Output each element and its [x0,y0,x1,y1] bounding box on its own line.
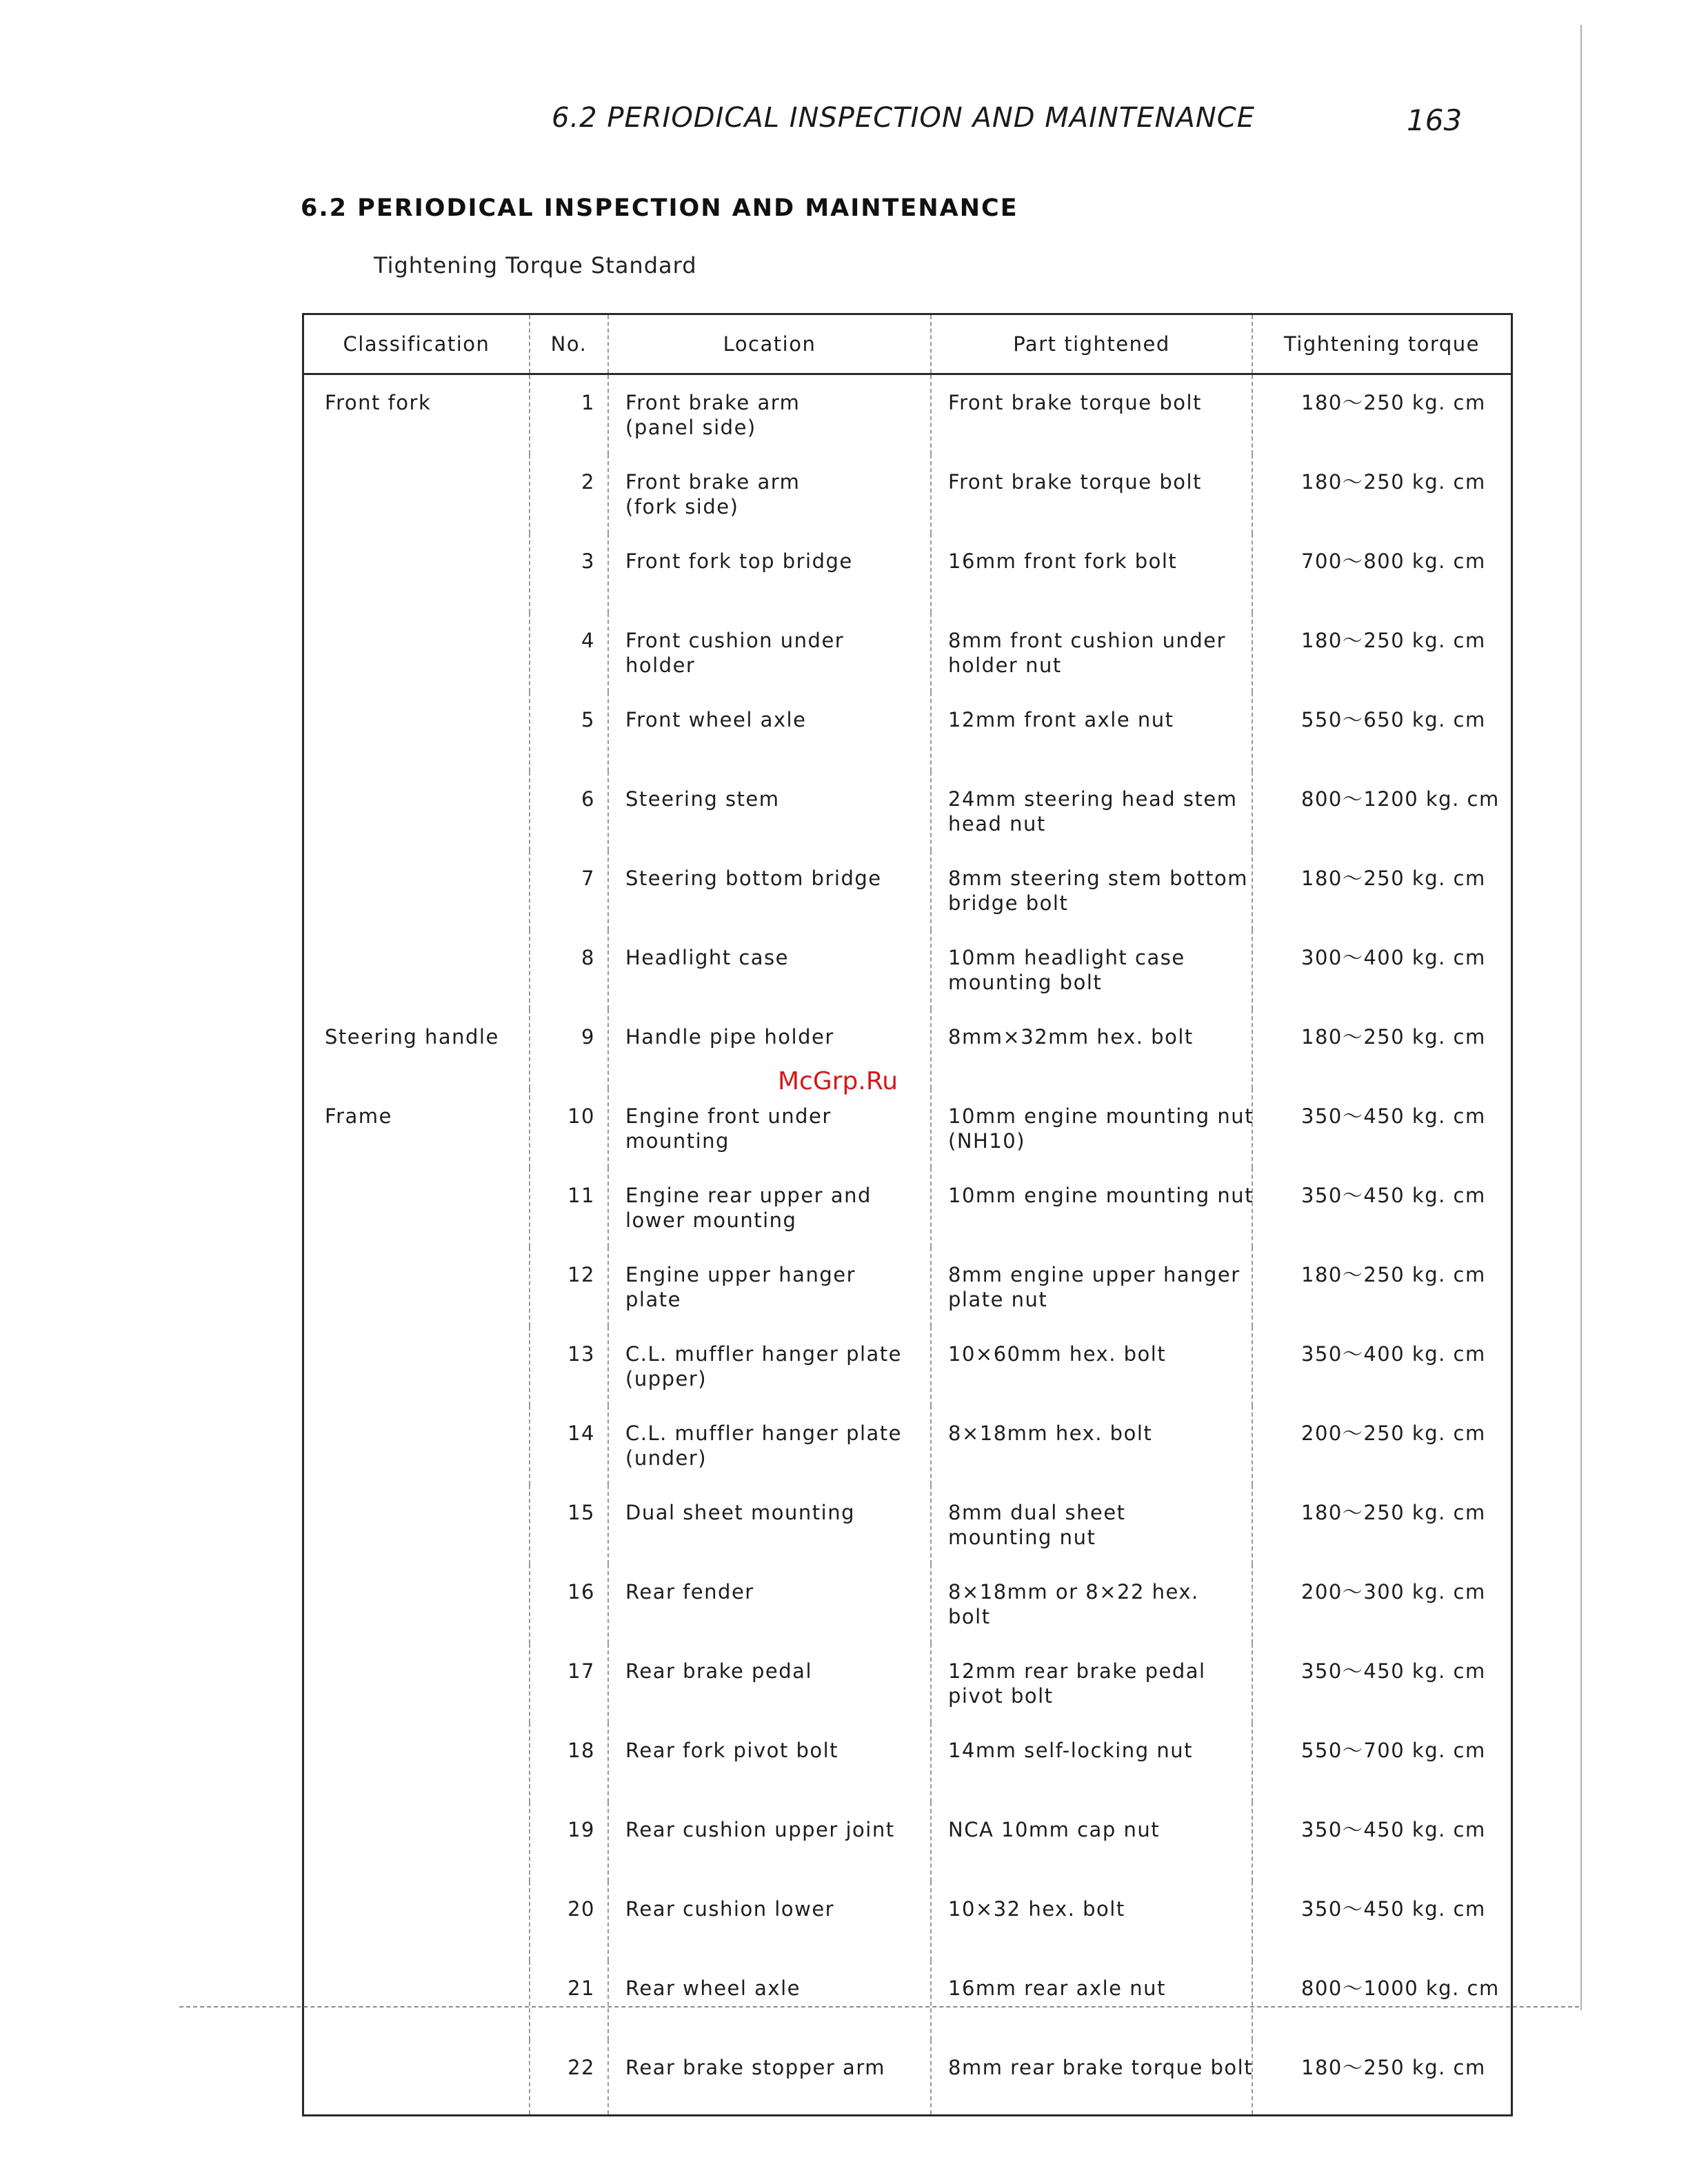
cell-location-line: Engine upper hanger [625,1263,856,1286]
cell-location [608,1406,931,1485]
cell-part-tightened [931,771,1252,851]
cell-part-tightened [931,1961,1252,2040]
cell-location-line: Front fork top bridge [625,549,853,573]
table-row [303,851,1512,930]
cell-no: 13 [530,1326,608,1406]
cell-location-line: Rear brake stopper arm [625,2056,885,2079]
running-head: 6.2 PERIODICAL INSPECTION AND MAINTENANCE [552,102,1255,134]
cell-part-tightened-line: 16mm front fork bolt [948,549,1178,573]
cell-location-line: C.L. muffler hanger plate [625,1422,903,1445]
cell-no: 7 [530,851,608,930]
cell-no: 10 [530,1089,608,1168]
cell-part-tightened-line: 8mm×32mm hex. bolt [948,1025,1194,1049]
cell-no: 21 [530,1961,608,2040]
cell-part-tightened-line: pivot bolt [948,1684,1054,1708]
cell-location [608,454,931,534]
cell-location [608,1802,931,1881]
cell-part-tightened-line: bolt [948,1605,991,1628]
page-number: 163 [1407,103,1463,137]
cell-part-tightened [931,1406,1252,1485]
cell-location-line: C.L. muffler hanger plate [625,1342,903,1366]
cell-location-line: Rear cushion lower [625,1897,835,1921]
cell-location-line: Rear fender [625,1580,754,1604]
bottom-rule [179,2006,1579,2008]
cell-location [608,1089,931,1168]
cell-part-tightened-line: 8×18mm hex. bolt [948,1422,1153,1445]
cell-location-line: Engine front under [625,1104,832,1128]
table-body [303,374,1512,2116]
cell-part-tightened [931,2040,1252,2116]
table-subtitle: Tightening Torque Standard [374,252,697,279]
cell-location-line: Headlight case [625,946,789,969]
cell-classification [303,1406,530,1485]
cell-location-line: Steering bottom bridge [625,867,882,890]
cell-location-line: (upper) [625,1367,707,1391]
cell-location [608,534,931,613]
cell-classification [303,930,530,1009]
cell-location-line: Front brake arm [625,391,801,414]
table-row [303,1089,1512,1168]
cell-location [608,2040,931,2116]
cell-classification: Front fork [325,391,432,414]
cell-no: 2 [530,454,608,534]
cell-part-tightened-line: 8mm steering stem bottom [948,867,1248,890]
cell-classification [303,1564,530,1644]
cell-part-tightened-line: 12mm rear brake pedal [948,1659,1206,1683]
table-row [303,1881,1512,1961]
cell-part-tightened-line: 8mm rear brake torque bolt [948,2056,1254,2079]
page-edge-shadow [1580,25,1582,2010]
cell-part-tightened-line: 8mm front cushion under [948,629,1227,652]
table-row [303,1406,1512,1485]
cell-part-tightened [931,1326,1252,1406]
cell-part-tightened-line: NCA 10mm cap nut [948,1818,1160,1841]
table-row [303,771,1512,851]
cell-part-tightened-line: mounting nut [948,1526,1096,1549]
table-row [303,1485,1512,1564]
cell-no: 16 [530,1564,608,1644]
table-row [303,1168,1512,1247]
cell-torque: 800～1200 kg. cm [1252,771,1512,851]
cell-location-line: Rear fork pivot bolt [625,1739,839,1762]
cell-part-tightened [931,454,1252,534]
cell-part-tightened [931,1644,1252,1723]
cell-torque: 180～250 kg. cm [1252,2040,1512,2116]
cell-part-tightened-line: mounting bolt [948,971,1103,994]
table-row [303,1326,1512,1406]
header-location: Location [608,314,931,374]
cell-location [608,1723,931,1802]
cell-part-tightened-line: 10mm headlight case [948,946,1185,969]
cell-no: 3 [530,534,608,613]
cell-location-line: Engine rear upper and [625,1184,872,1207]
cell-part-tightened [931,1881,1252,1961]
table-row [303,1564,1512,1644]
cell-location-line: Front brake arm [625,470,801,494]
header-classification: Classification [303,314,530,374]
cell-location-line: Dual sheet mounting [625,1501,855,1524]
cell-part-tightened-line: 8×18mm or 8×22 hex. [948,1580,1199,1604]
cell-classification [303,1247,530,1326]
cell-part-tightened-line: plate nut [948,1288,1048,1311]
table-row [303,692,1512,771]
cell-part-tightened [931,851,1252,930]
cell-part-tightened [931,930,1252,1009]
cell-location-line: Steering stem [625,787,780,811]
cell-torque: 180～250 kg. cm [1252,374,1512,455]
cell-location [608,1961,931,2040]
cell-torque: 200～300 kg. cm [1252,1564,1512,1644]
cell-classification [303,2040,530,2116]
cell-no: 4 [530,613,608,692]
cell-classification: Frame [325,1104,392,1128]
table-row [303,930,1512,1009]
cell-location [608,1168,931,1247]
cell-part-tightened-line: 12mm front axle nut [948,708,1174,731]
cell-part-tightened [931,1723,1252,1802]
cell-torque: 350～450 kg. cm [1252,1089,1512,1168]
header-tightening-torque: Tightening torque [1252,314,1512,374]
cell-torque: 300～400 kg. cm [1252,930,1512,1009]
cell-part-tightened [931,374,1252,455]
torque-table [302,313,1513,2116]
cell-location-line: plate [625,1288,681,1311]
cell-no: 6 [530,771,608,851]
cell-part-tightened-line: bridge bolt [948,891,1069,915]
cell-torque: 180～250 kg. cm [1252,1009,1512,1089]
cell-part-tightened-line: Front brake torque bolt [948,470,1202,494]
cell-location-line: Handle pipe holder [625,1025,834,1049]
cell-no: 1 [530,374,608,455]
cell-location [608,851,931,930]
cell-no: 20 [530,1881,608,1961]
cell-torque: 180～250 kg. cm [1252,1247,1512,1326]
table-row [303,1961,1512,2040]
cell-part-tightened-line: 10mm engine mounting nut [948,1104,1254,1128]
cell-location [608,1881,931,1961]
cell-location [608,1485,931,1564]
cell-torque: 800～1000 kg. cm [1252,1961,1512,2040]
cell-no: 9 [530,1009,608,1089]
cell-location-line: holder [625,654,696,677]
cell-classification [303,613,530,692]
cell-location-line: Rear brake pedal [625,1659,813,1683]
cell-torque: 350～450 kg. cm [1252,1802,1512,1881]
cell-location [608,771,931,851]
cell-torque: 180～250 kg. cm [1252,1485,1512,1564]
cell-no: 5 [530,692,608,771]
cell-part-tightened [931,692,1252,771]
header-no: No. [530,314,608,374]
cell-classification: Steering handle [325,1025,499,1049]
cell-classification [303,1326,530,1406]
cell-location-line: Rear cushion upper joint [625,1818,895,1841]
cell-location [608,613,931,692]
cell-torque: 180～250 kg. cm [1252,454,1512,534]
cell-part-tightened [931,1802,1252,1881]
cell-part-tightened [931,1247,1252,1326]
cell-part-tightened [931,1089,1252,1168]
cell-location-line: lower mounting [625,1209,797,1232]
cell-location [608,1247,931,1326]
cell-location [608,1564,931,1644]
cell-part-tightened-line: holder nut [948,654,1062,677]
cell-classification [303,851,530,930]
cell-no: 15 [530,1485,608,1564]
cell-part-tightened-line: (NH10) [948,1129,1026,1153]
cell-no: 11 [530,1168,608,1247]
table-row [303,534,1512,613]
cell-classification [303,771,530,851]
cell-torque: 550～650 kg. cm [1252,692,1512,771]
cell-part-tightened [931,1168,1252,1247]
cell-torque: 350～450 kg. cm [1252,1644,1512,1723]
cell-part-tightened-line: 24mm steering head stem [948,787,1238,811]
table-row [303,1802,1512,1881]
cell-classification [303,1168,530,1247]
cell-torque: 180～250 kg. cm [1252,613,1512,692]
cell-part-tightened-line: 14mm self-locking nut [948,1739,1193,1762]
cell-classification [303,454,530,534]
table-row [303,613,1512,692]
cell-no: 19 [530,1802,608,1881]
cell-part-tightened [931,613,1252,692]
cell-classification [303,1485,530,1564]
cell-location [608,930,931,1009]
cell-part-tightened [931,1009,1252,1089]
cell-location [608,374,931,455]
cell-location [608,1644,931,1723]
cell-part-tightened [931,534,1252,613]
cell-part-tightened-line: 8mm engine upper hanger [948,1263,1240,1286]
table-row [303,374,1512,455]
cell-classification [303,1802,530,1881]
cell-part-tightened-line: head nut [948,812,1046,836]
cell-no: 17 [530,1644,608,1723]
cell-location [608,692,931,771]
cell-classification [303,1723,530,1802]
cell-location-line: (under) [625,1446,707,1470]
cell-no: 12 [530,1247,608,1326]
cell-no: 14 [530,1406,608,1485]
cell-location-line: (fork side) [625,495,739,518]
cell-part-tightened-line: 8mm dual sheet [948,1501,1126,1524]
table-row [303,2040,1512,2116]
watermark-logo: McGrp.Ru [778,1067,898,1095]
header-part-tightened: Part tightened [931,314,1252,374]
cell-classification [303,534,530,613]
cell-location-line: mounting [625,1129,730,1153]
table-row [303,1009,1512,1089]
table-row [303,1723,1512,1802]
cell-part-tightened-line: 10×60mm hex. bolt [948,1342,1167,1366]
cell-part-tightened-line: 16mm rear axle nut [948,1976,1166,2000]
cell-torque: 550～700 kg. cm [1252,1723,1512,1802]
cell-part-tightened [931,1485,1252,1564]
cell-part-tightened-line: 10mm engine mounting nut [948,1184,1254,1207]
section-heading: 6.2 PERIODICAL INSPECTION AND MAINTENANCE [301,194,1018,222]
cell-part-tightened-line: Front brake torque bolt [948,391,1202,414]
table-row [303,1644,1512,1723]
cell-classification [303,1644,530,1723]
cell-part-tightened-line: 10×32 hex. bolt [948,1897,1125,1921]
cell-torque: 350～450 kg. cm [1252,1881,1512,1961]
cell-location-line: Front wheel axle [625,708,807,731]
cell-torque: 200～250 kg. cm [1252,1406,1512,1485]
cell-location [608,1326,931,1406]
cell-classification [303,692,530,771]
cell-no: 18 [530,1723,608,1802]
cell-location-line: Front cushion under [625,629,845,652]
table-row [303,1247,1512,1326]
cell-torque: 350～450 kg. cm [1252,1168,1512,1247]
table-header-row [303,314,1512,374]
cell-location-line: Rear wheel axle [625,1976,801,2000]
cell-no: 22 [530,2040,608,2116]
cell-no: 8 [530,930,608,1009]
cell-part-tightened [931,1564,1252,1644]
cell-classification [303,1881,530,1961]
cell-torque: 180～250 kg. cm [1252,851,1512,930]
cell-torque: 700～800 kg. cm [1252,534,1512,613]
cell-location-line: (panel side) [625,416,756,439]
table-row [303,454,1512,534]
cell-classification [303,1961,530,2040]
cell-torque: 350～400 kg. cm [1252,1326,1512,1406]
